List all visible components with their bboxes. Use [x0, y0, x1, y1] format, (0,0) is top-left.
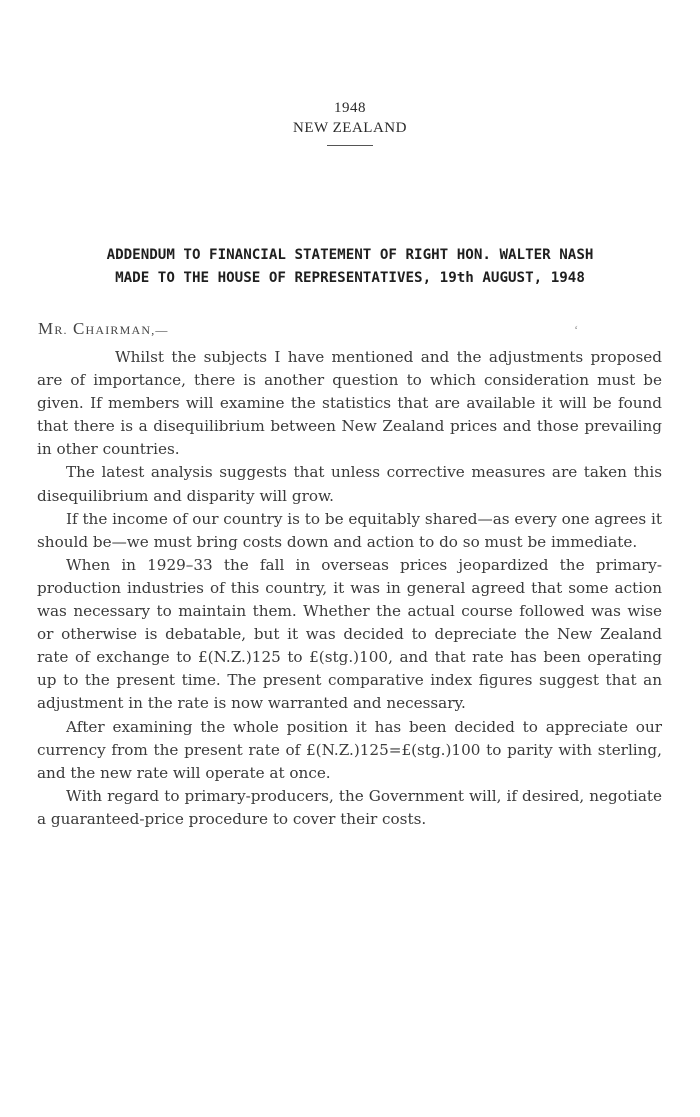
- salutation-r: R.: [54, 323, 68, 337]
- statement-body: [37, 346, 662, 831]
- paragraph: The latest analysis suggests that unless corrective measures are taken this disequilibrium and disparity will grow.: [37, 463, 662, 505]
- title-line-1: ADDENDUM TO FINANCIAL STATEMENT OF RIGHT HON. WALTER NASH: [106, 247, 594, 263]
- salutation: [38, 319, 169, 339]
- paragraph: With regard to primary-producers, the Government will, if desired, negotiate a guaranteed-price procedure to cover their costs.: [37, 786, 662, 828]
- paragraph: When in 1929–33 the fall in overseas prices jeopardized the primary-production industries of this country, it was in general agreed that some action was necessary to maintain them. Whether the actual course followed was wise or otherwise is debatable, but it was decided to depreciate the New Zealand rate of exchange to £(N.Z.)125 to £(stg.)100, and that rate has been operating up to the present time. The present comparative index figures suggest that an adjustment in the rate is now warranted and necessary.: [37, 555, 662, 713]
- salutation-m: M: [38, 319, 55, 338]
- margin-mark: ʻ: [574, 322, 579, 337]
- salutation-rest: HAIRMAN,—: [85, 323, 169, 337]
- salutation-c: C: [72, 319, 86, 338]
- paragraph: After examining the whole position it has been decided to appreciate our currency from the present rate of £(N.Z.)125=£(stg.)100 to parity with sterling, and the new rate will operate at once.: [37, 717, 662, 782]
- paragraph: Whilst the subjects I have mentioned and the adjustments proposed are of importance, there is another question to which consideration must be given. If members will examine the statistics that are available it will be found that there is a disequilibrium between New Zealand prices and those prevailing in other countries.: [37, 348, 662, 459]
- document-title: [30, 244, 670, 290]
- header-divider: [327, 145, 373, 146]
- document-header: [0, 98, 700, 146]
- document-country: NEW ZEALAND: [293, 120, 407, 136]
- paragraph: If the income of our country is to be equitably shared—as every one agrees it should be—we must bring costs down and action to do so must be immediate.: [37, 509, 662, 551]
- document-year: 1948: [334, 100, 366, 116]
- title-line-2: MADE TO THE HOUSE OF REPRESENTATIVES, 19th AUGUST, 1948: [115, 270, 585, 286]
